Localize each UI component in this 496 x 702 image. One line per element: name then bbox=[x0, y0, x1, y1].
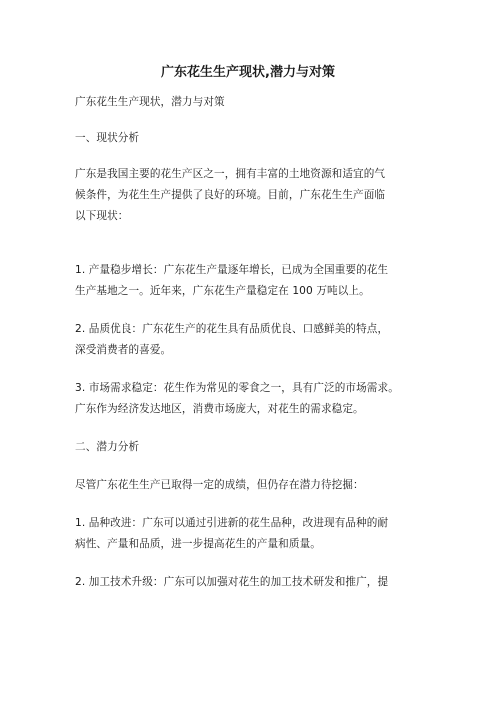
paragraph-line: 1. 产量稳步增长：广东花生产量逐年增长，已成为全国重要的花生 bbox=[75, 264, 389, 276]
paragraph-line: 3. 市场需求稳定：花生作为常见的零食之一，具有广泛的市场需求。 bbox=[75, 382, 399, 394]
paragraph-line: 深受消费者的喜爱。 bbox=[75, 344, 172, 356]
paragraph-line: 病性、产量和品质，进一步提高花生的产量和质量。 bbox=[75, 538, 321, 550]
section-heading-status: 一、现状分析 bbox=[75, 132, 140, 144]
paragraph-line: 2. 品质优良：广东花生产的花生具有品质优良、口感鲜美的特点， bbox=[75, 323, 389, 335]
document-subtitle: 广东花生生产现状，潜力与对策 bbox=[75, 96, 225, 108]
paragraph-line: 广东是我国主要的花生产区之一，拥有丰富的土地资源和适宜的气 bbox=[75, 168, 386, 180]
paragraph-line: 以下现状： bbox=[75, 210, 129, 222]
document-title: 广东花生生产现状,潜力与对策 bbox=[161, 65, 335, 80]
section2-intro: 尽管广东花生生产已取得一定的成绩，但仍存在潜力待挖掘： bbox=[75, 479, 364, 491]
paragraph-line: 生产基地之一。近年来，广东花生产量稳定在 100 万吨以上。 bbox=[75, 285, 370, 297]
paragraph-line: 广东作为经济发达地区，消费市场庞大，对花生的需求稳定。 bbox=[75, 403, 364, 415]
section-heading-potential: 二、潜力分析 bbox=[75, 441, 140, 453]
paragraph-line: 候条件，为花生生产提供了良好的环境。目前，广东花生生产面临 bbox=[75, 189, 386, 201]
paragraph-line: 1. 品种改进：广东可以通过引进新的花生品种，改进现有品种的耐 bbox=[75, 517, 389, 529]
paragraph-line: 2. 加工技术升级：广东可以加强对花生的加工技术研发和推广，提 bbox=[75, 576, 389, 588]
